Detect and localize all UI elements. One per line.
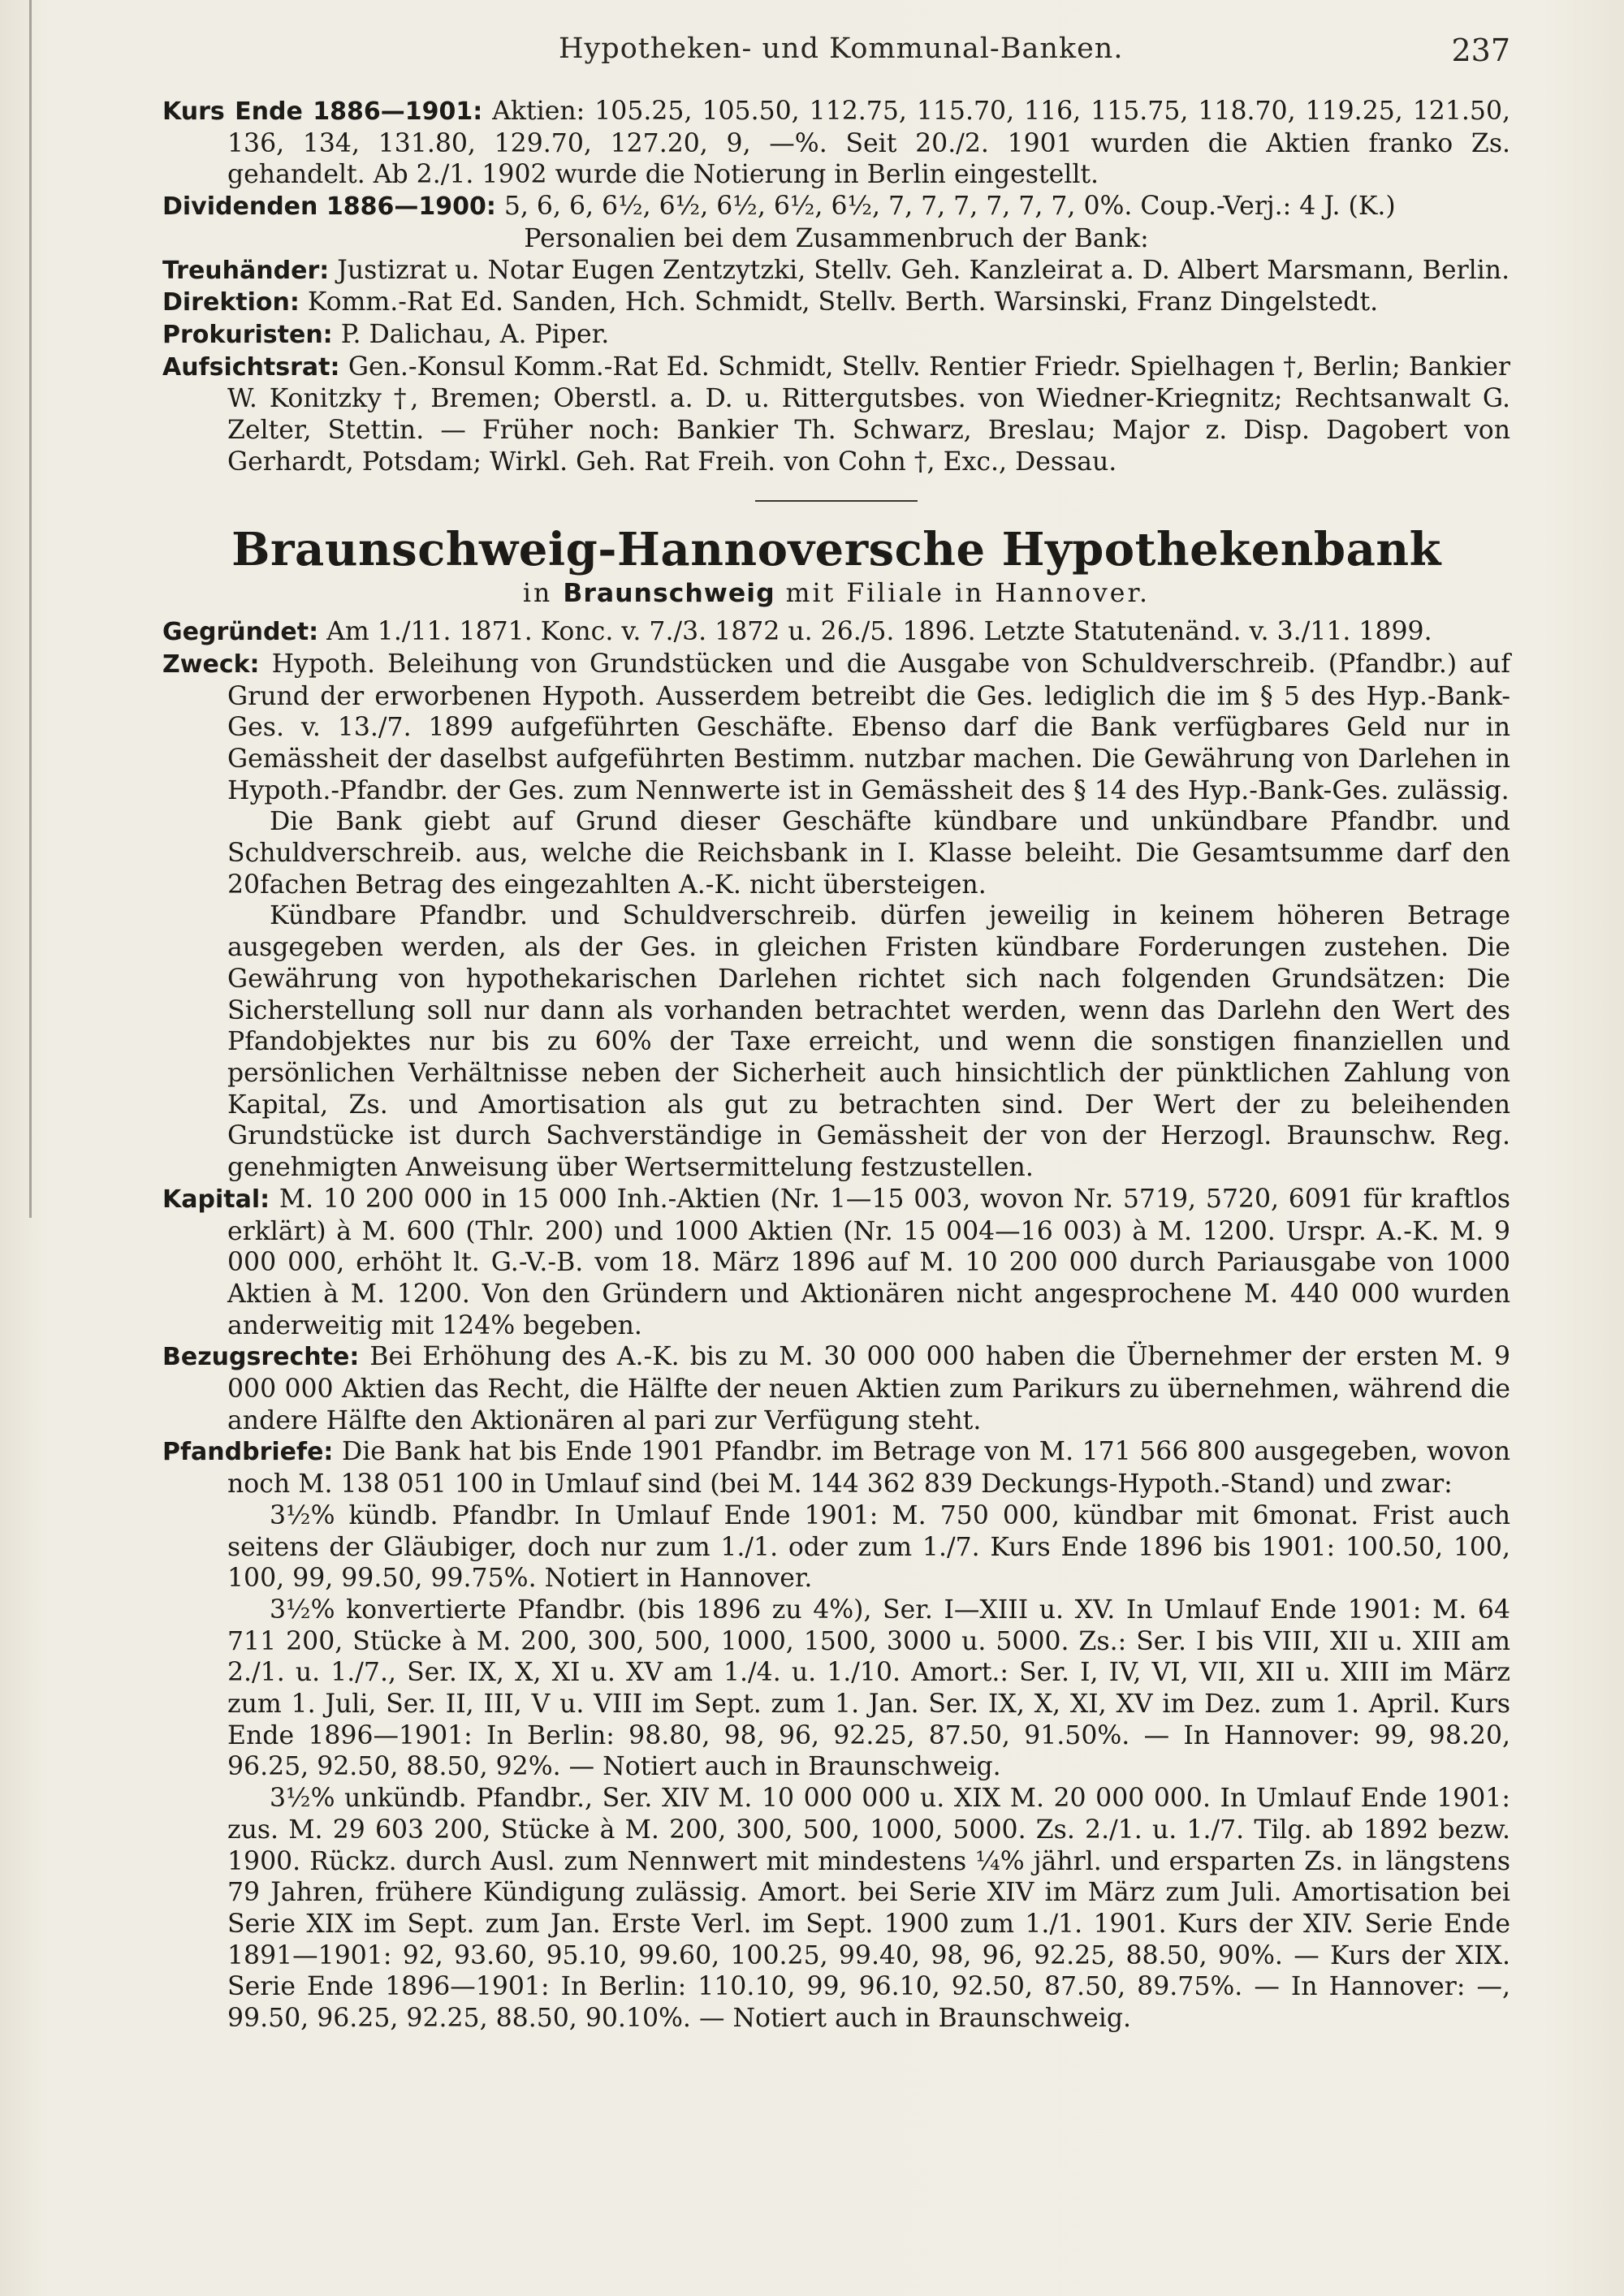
bezugsrechte-label: Bezugsrechte: bbox=[162, 1343, 360, 1372]
personalien-note: Personalien bei dem Zusammenbruch der Bank: bbox=[524, 223, 1149, 253]
zweck-entry bbox=[162, 649, 1510, 807]
zweck-paragraph-2: Die Bank giebt auf Grund dieser Geschäfte kündbare und unkündbare Pfandbr. und Schuldverschreib. aus, welche die Reichsbank in I. Klasse beleiht. Die Gesamtsumme darf den 20fachen Betrag des eingezahlten A.-K. nicht übersteigen. bbox=[227, 807, 1510, 900]
pfandbriefe-konvertiert: 3½% konvertierte Pfandbr. (bis 1896 zu 4%), Ser. I—XIII u. XV. In Umlauf Ende 1901: M. 64 711 200, Stücke à M. 200, 300, 500, 1000, 1500, 3000 u. 5000. Zs.: Ser. I bis VIII, XII u. XIII am 2./1. u. 1./7., Ser. IX, X, XI u. XV am 1./4. u. 1./10. Amort.: Ser. I, IV, VI, VII, XII u. XIII im März zum 1. Juli, Ser. II, III, V u. VIII im Sept. zum 1. Jan. Ser. IX, X, XI, XV im Dez. zum 1. April. Kurs Ende 1896—1901: In Berlin: 98.80, 98, 96, 92.25, 87.50, 91.50%. — In Hannover: 99, 98.20, 96.25, 92.50, 88.50, 92%. — Notiert auch in Braunschweig. bbox=[227, 1595, 1510, 1782]
pfandbriefe-unkuendbar: 3½% unkündb. Pfandbr., Ser. XIV M. 10 000 000 u. XIX M. 20 000 000. In Umlauf Ende 1901: zus. M. 29 603 200, Stücke à M. 200, 300, 500, 1000, 5000. Zs. 2./1. u. 1./7. Tilg. ab 1892 bezw. 1900. Rückz. durch Ausl. zum Nennwert mit mindestens ¼% jährl. und ersparten Zs. in längstens 79 Jahren, frühere Kündigung zulässig. Amort. bei Serie XIV im März zum Juli. Amortisation bei Serie XIX im Sept. zum Jan. Erste Verl. im Sept. 1900 zum 1./1. 1901. Kurs der XIV. Serie Ende 1891—1901: 92, 93.60, 95.10, 99.60, 100.25, 99.40, 98, 96, 92.25, 88.50, 90%. — Kurs der XIX. Serie Ende 1896—1901: In Berlin: 110.10, 99, 96.10, 92.50, 87.50, 89.75%. — In Hannover: —, 99.50, 96.25, 92.25, 88.50, 90.10%. — Notiert auch in Braunschweig. bbox=[227, 1784, 1510, 2034]
aufsichtsrat-label: Aufsichtsrat: bbox=[162, 352, 340, 382]
zweck-text: Hypoth. Beleihung von Grundstücken und die Ausgabe von Schuldverschreib. (Pfandbr.) auf Grund der erworbenen Hypoth. Ausserdem betreibt die Ges. lediglich die im § 5 des Hyp.-Bank-Ges. v. 13./7. 1899 aufgeführten Geschäfte. Ebenso darf die Bank verfügbares Geld nur in Gemässheit der daselbst aufgeführten Bestimm. nutzbar machen. Die Gewährung von Darlehen in Hypoth.-Pfandbr. der Ges. zum Nennwerte ist in Gemässheit des § 14 des Hyp.-Bank-Ges. zulässig. bbox=[227, 649, 1510, 805]
prokuristen-label: Prokuristen: bbox=[162, 320, 333, 349]
treuhaender-text: Justizrat u. Notar Eugen Zentzytzki, Stellv. Geh. Kanzleirat a. D. Albert Marsmann, Berlin. bbox=[337, 255, 1510, 285]
bezugsrechte-text: Bei Erhöhung des A.-K. bis zu M. 30 000 000 haben die Übernehmer der ersten M. 9 000 000 Aktien das Recht, die Hälfte der neuen Aktien zum Parikurs zu übernehmen, während die andere Hälfte den Aktionären al pari zur Verfügung steht. bbox=[227, 1342, 1510, 1435]
kapital-text: M. 10 200 000 in 15 000 Inh.-Aktien (Nr. 1—15 003, wovon Nr. 5719, 5720, 6091 für kraftlos erklärt) à M. 600 (Thlr. 200) und 1000 Aktien (Nr. 15 004—16 003) à M. 1200. Urspr. A.-K. M. 9 000 000, erhöht lt. G.-V.-B. vom 18. März 1896 auf M. 10 200 000 durch Pariausgabe von 1000 Aktien à M. 1200. Von den Gründern und Aktionären nicht angesprochene M. 440 000 wurden anderweitig mit 124% begeben. bbox=[227, 1184, 1510, 1340]
pfandbriefe-kuendbar: 3½% kündb. Pfandbr. In Umlauf Ende 1901: M. 750 000, kündbar mit 6monat. Frist auch seitens der Gläubiger, doch nur zum 1./1. oder zum 1./7. Kurs Ende 1896 bis 1901: 100.50, 100, 100, 99, 99.50, 99.75%. Notiert in Hannover. bbox=[227, 1500, 1510, 1594]
treuhaender-label: Treuhänder: bbox=[162, 256, 330, 285]
aufsichtsrat-entry bbox=[162, 352, 1510, 478]
kapital-label: Kapital: bbox=[162, 1185, 270, 1214]
subtitle-prefix: in bbox=[522, 579, 553, 609]
zweck-label: Zweck: bbox=[162, 650, 260, 679]
dividenden-entry bbox=[162, 191, 1510, 223]
prokuristen-text: P. Dalichau, A. Piper. bbox=[340, 319, 610, 349]
running-head-title: Hypotheken- und Kommunal-Banken. bbox=[559, 32, 1124, 65]
bank-subtitle bbox=[162, 578, 1510, 610]
subtitle-city: Braunschweig bbox=[563, 579, 775, 609]
section-divider bbox=[755, 500, 918, 502]
direktion-text: Komm.-Rat Ed. Sanden, Hch. Schmidt, Stellv. Berth. Warsinski, Franz Dingelstedt. bbox=[307, 287, 1379, 317]
kapital-entry bbox=[162, 1184, 1510, 1342]
gegruendet-entry bbox=[162, 616, 1510, 649]
gegruendet-text: Am 1./11. 1871. Konc. v. 7./3. 1872 u. 26./5. 1896. Letzte Statutenänd. v. 3./11. 1899. bbox=[326, 617, 1432, 647]
page-fold-line bbox=[29, 0, 32, 1218]
bank-title: Braunschweig-Hannoversche Hypothekenbank bbox=[231, 523, 1441, 577]
pfandbriefe-label: Pfandbriefe: bbox=[162, 1438, 334, 1467]
pfandbriefe-entry bbox=[162, 1436, 1510, 1500]
zweck-paragraph-3: Kündbare Pfandbr. und Schuldverschreib. dürfen jeweilig in keinem höheren Betrage ausgegeben werden, als der Ges. in gleichen Fristen kündbare Forderungen zustehen. Die Gewährung von hypothekarischen Darlehen richtet sich nach folgenden Grundsätzen: Die Sicherstellung soll nur dann als vorhanden betrachtet werden, wenn das Darlehn den Wert des Pfandobjektes nur bis zu 60% der Taxe erreicht, und wenn die sonstigen finanziellen und persönlichen Verhältnisse neben der Sicherheit auch hinsichtlich der pünktlichen Zahlung von Kapital, Zs. und Amortisation als gut zu betrachten sind. Der Wert der zu beleihenden Grundstücke ist durch Sachverständige in Gemässheit der von der Herzogl. Braunschw. Reg. genehmigten Anweisung über Wertsermittelung festzustellen. bbox=[227, 901, 1510, 1183]
gegruendet-label: Gegründet: bbox=[162, 618, 319, 647]
treuhaender-entry bbox=[162, 255, 1510, 287]
direktion-entry bbox=[162, 287, 1510, 319]
running-head bbox=[0, 32, 1624, 73]
kurs-text: Aktien: 105.25, 105.50, 112.75, 115.70, 116, 115.75, 118.70, 119.25, 121.50, 136, 134, 131.80, 129.70, 127.20, 9, —%. Seit 20./2. 1901 wurden die Aktien franko Zs. gehandelt. Ab 2./1. 1902 wurde die Notierung in Berlin eingestellt. bbox=[227, 97, 1510, 190]
prokuristen-entry bbox=[162, 319, 1510, 352]
dividenden-label: Dividenden 1886—1900: bbox=[162, 192, 496, 222]
pfandbriefe-text: Die Bank hat bis Ende 1901 Pfandbr. im Betrage von M. 171 566 800 ausgegeben, wovon noch M. 138 051 100 in Umlauf sind (bei M. 144 362 839 Deckungs-Hypoth.-Stand) und zwar: bbox=[227, 1437, 1511, 1500]
page-number: 237 bbox=[1451, 32, 1510, 68]
kurs-entry bbox=[162, 96, 1510, 191]
subtitle-suffix: mit Filiale in Hannover. bbox=[785, 579, 1151, 609]
kurs-label: Kurs Ende 1886—1901: bbox=[162, 97, 483, 126]
bezugsrechte-entry bbox=[162, 1341, 1510, 1436]
page-body bbox=[162, 96, 1510, 2035]
dividenden-text: 5, 6, 6, 6½, 6½, 6½, 6½, 6½, 7, 7, 7, 7, 7, 7, 0%. Coup.-Verj.: 4 J. (K.) bbox=[503, 192, 1396, 222]
direktion-label: Direktion: bbox=[162, 288, 300, 317]
aufsichtsrat-text: Gen.-Konsul Komm.-Rat Ed. Schmidt, Stellv. Rentier Friedr. Spielhagen †, Berlin; Bankier W. Konitzky †, Bremen; Oberstl. a. D. u. Rittergutsbes. von Wiedner-Kriegnitz; Rechtsanwalt G. Zelter, Stettin. — Früher noch: Bankier Th. Schwarz, Breslau; Major z. Disp. Dagobert von Gerhardt, Potsdam; Wirkl. Geh. Rat Freih. von Cohn †, Exc., Dessau. bbox=[227, 352, 1510, 477]
